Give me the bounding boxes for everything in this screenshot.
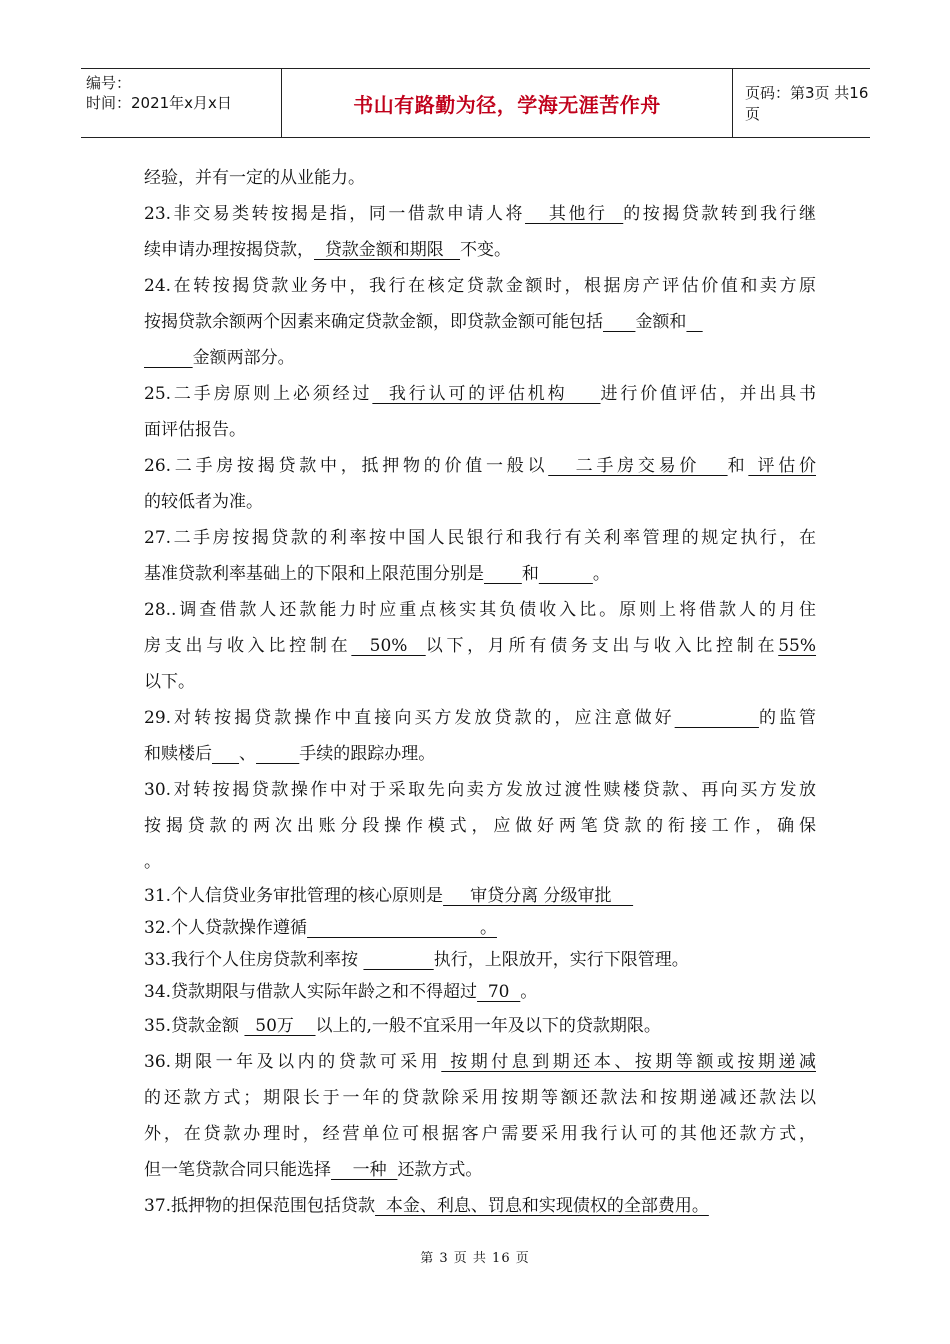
fill-in-answer: 50万 bbox=[244, 1016, 316, 1036]
text-line bbox=[144, 520, 816, 556]
fill-in-answer bbox=[212, 744, 239, 764]
header-meta bbox=[81, 69, 282, 137]
page-header bbox=[81, 68, 870, 138]
text-line bbox=[144, 944, 816, 976]
text-line bbox=[144, 376, 816, 412]
fill-in-answer bbox=[484, 564, 522, 584]
text-segment: 的按揭贷款转到我行继 bbox=[623, 204, 816, 224]
fill-in-answer: 按期付息到期还本、按期等额或按期递减 bbox=[441, 1052, 816, 1072]
text-line bbox=[144, 844, 816, 880]
text-segment: 31.个人信贷业务审批管理的核心原则是 bbox=[144, 886, 444, 906]
text-line bbox=[144, 196, 816, 232]
text-line bbox=[144, 976, 816, 1008]
text-segment: 27.二手房按揭贷款的利率按中国人民银行和我行有关利率管理的规定执行，在 bbox=[144, 528, 816, 548]
text-segment: 和 bbox=[727, 456, 749, 476]
fill-in-answer: 我行认可的评估机构 bbox=[372, 384, 601, 404]
text-segment: 33.我行个人住房贷款利率按 bbox=[144, 950, 364, 970]
fill-in-answer bbox=[675, 708, 759, 728]
text-segment: 36.期限一年及以内的贷款可采用 bbox=[144, 1052, 442, 1072]
text-segment: 外，在贷款办理时，经营单位可根据客户需要采用我行认可的其他还款方式， bbox=[144, 1124, 816, 1144]
text-segment: 23.非交易类转按揭是指，同一借款申请人将 bbox=[144, 204, 526, 224]
text-line bbox=[144, 232, 816, 268]
text-segment: 的还款方式；期限长于一年的贷款除采用按期等额还款法和按期递减还款法以 bbox=[144, 1088, 816, 1108]
fill-in-answer: 55% bbox=[778, 636, 817, 656]
fill-in-answer bbox=[363, 950, 433, 970]
text-segment: 按揭贷款余额两个因素来确定贷款金额，即贷款金额可能包括 bbox=[144, 312, 603, 332]
text-segment: 29.对转按揭贷款操作中直接向买方发放贷款的，应注意做好 bbox=[144, 708, 675, 728]
fill-in-answer bbox=[256, 744, 299, 764]
fill-in-answer: 本金、利息、罚息和实现债权的全部费用。 bbox=[375, 1196, 709, 1216]
text-line bbox=[144, 700, 816, 736]
text-line bbox=[144, 556, 816, 592]
text-segment: 续申请办理按揭贷款， bbox=[144, 240, 314, 260]
text-line bbox=[144, 808, 816, 844]
fill-in-answer bbox=[144, 348, 193, 368]
text-line bbox=[144, 592, 816, 628]
text-line bbox=[144, 1080, 816, 1116]
text-segment: 房支出与收入比控制在 bbox=[144, 636, 352, 656]
text-segment: 还款方式。 bbox=[397, 1160, 483, 1180]
fill-in-answer: 。 bbox=[307, 918, 497, 938]
text-line bbox=[144, 340, 816, 376]
text-line bbox=[144, 880, 816, 912]
fill-in-answer: 贷款金额和期限 bbox=[314, 240, 461, 260]
text-segment: 37.抵押物的担保范围包括贷款 bbox=[144, 1196, 376, 1216]
fill-in-answer: 其他行 bbox=[525, 204, 624, 224]
fill-in-answer: 50% bbox=[351, 636, 426, 656]
text-line bbox=[144, 736, 816, 772]
fill-in-answer: 二手房交易价 bbox=[548, 456, 728, 476]
text-line bbox=[144, 448, 816, 484]
number-label: 编号： bbox=[86, 74, 132, 92]
text-segment: 和 bbox=[521, 564, 539, 584]
fill-in-answer: 一种 bbox=[331, 1160, 398, 1180]
text-line bbox=[144, 664, 816, 700]
text-line bbox=[144, 1188, 816, 1224]
text-segment: 30.对转按揭贷款操作中对于采取先向卖方发放过渡性赎楼贷款、再向买方发放 bbox=[144, 780, 816, 800]
text-segment: 进行价值评估，并出具书 bbox=[600, 384, 816, 404]
text-segment: 和赎楼后 bbox=[144, 744, 212, 764]
motto-text: 书山有路勤为径，学海无涯苦作舟 bbox=[353, 92, 661, 117]
fill-in-answer bbox=[686, 312, 702, 332]
text-line bbox=[144, 412, 816, 448]
time-label: 时间：2021年x月x日 bbox=[86, 94, 232, 112]
text-segment: 。 bbox=[592, 564, 610, 584]
text-segment: 的较低者为准。 bbox=[144, 492, 263, 512]
text-line bbox=[144, 484, 816, 520]
header-page-info: 页码：第3页 共16页 bbox=[745, 84, 869, 123]
text-segment: 34.贷款期限与借款人实际年龄之和不得超过 bbox=[144, 982, 478, 1002]
fill-in-answer: 评估价 bbox=[748, 456, 816, 476]
text-segment: 经验，并有一定的从业能力。 bbox=[144, 168, 365, 188]
fill-in-answer bbox=[539, 564, 593, 584]
text-segment: 、 bbox=[239, 744, 257, 764]
text-line bbox=[144, 1008, 816, 1044]
text-segment: 但一笔贷款合同只能选择 bbox=[144, 1160, 331, 1180]
text-segment: 32.个人贷款操作遵循 bbox=[144, 918, 308, 938]
text-line bbox=[144, 304, 816, 340]
text-segment: 。 bbox=[144, 852, 161, 872]
text-segment: 以下，月所有债务支出与收入比控制在 bbox=[425, 636, 779, 656]
text-segment: 执行，上限放开，实行下限管理。 bbox=[433, 950, 689, 970]
text-segment: 24.在转按揭贷款业务中，我行在核定贷款金额时，根据房产评估价值和卖方原 bbox=[144, 276, 816, 296]
page-footer: 第 3 页 共 16 页 bbox=[420, 1251, 530, 1266]
text-segment: 26.二手房按揭贷款中，抵押物的价值一般以 bbox=[144, 456, 549, 476]
document-body bbox=[144, 160, 816, 1224]
text-segment: 以下。 bbox=[144, 672, 195, 692]
text-segment: 面评估报告。 bbox=[144, 420, 246, 440]
text-segment: 。 bbox=[520, 982, 538, 1002]
text-segment: 按揭贷款的两次出账分段操作模式，应做好两笔贷款的衔接工作，确保 bbox=[144, 816, 816, 836]
text-line bbox=[144, 912, 816, 944]
text-line bbox=[144, 268, 816, 304]
text-line bbox=[144, 1044, 816, 1080]
text-segment: 35.贷款金额 bbox=[144, 1016, 245, 1036]
text-segment: 基准贷款利率基础上的下限和上限范围分别是 bbox=[144, 564, 484, 584]
text-line bbox=[144, 160, 816, 196]
fill-in-answer: 70 bbox=[477, 982, 521, 1002]
text-segment: 的监管 bbox=[758, 708, 816, 728]
text-segment: 25.二手房原则上必须经过 bbox=[144, 384, 373, 404]
text-segment: 以上的,一般不宜采用一年及以下的贷款期限。 bbox=[315, 1016, 661, 1036]
text-line bbox=[144, 772, 816, 808]
text-line bbox=[144, 628, 816, 664]
text-segment: 28..调查借款人还款能力时应重点核实其负债收入比。原则上将借款人的月住 bbox=[144, 600, 816, 620]
text-line bbox=[144, 1116, 816, 1152]
text-segment: 金额两部分。 bbox=[192, 348, 295, 368]
text-segment: 不变。 bbox=[460, 240, 512, 260]
fill-in-answer: 审贷分离 分级审批 bbox=[443, 886, 634, 906]
text-line bbox=[144, 1152, 816, 1188]
text-segment: 手续的跟踪办理。 bbox=[299, 744, 436, 764]
header-motto bbox=[282, 69, 733, 137]
text-segment: 金额和 bbox=[635, 312, 687, 332]
fill-in-answer bbox=[603, 312, 635, 332]
